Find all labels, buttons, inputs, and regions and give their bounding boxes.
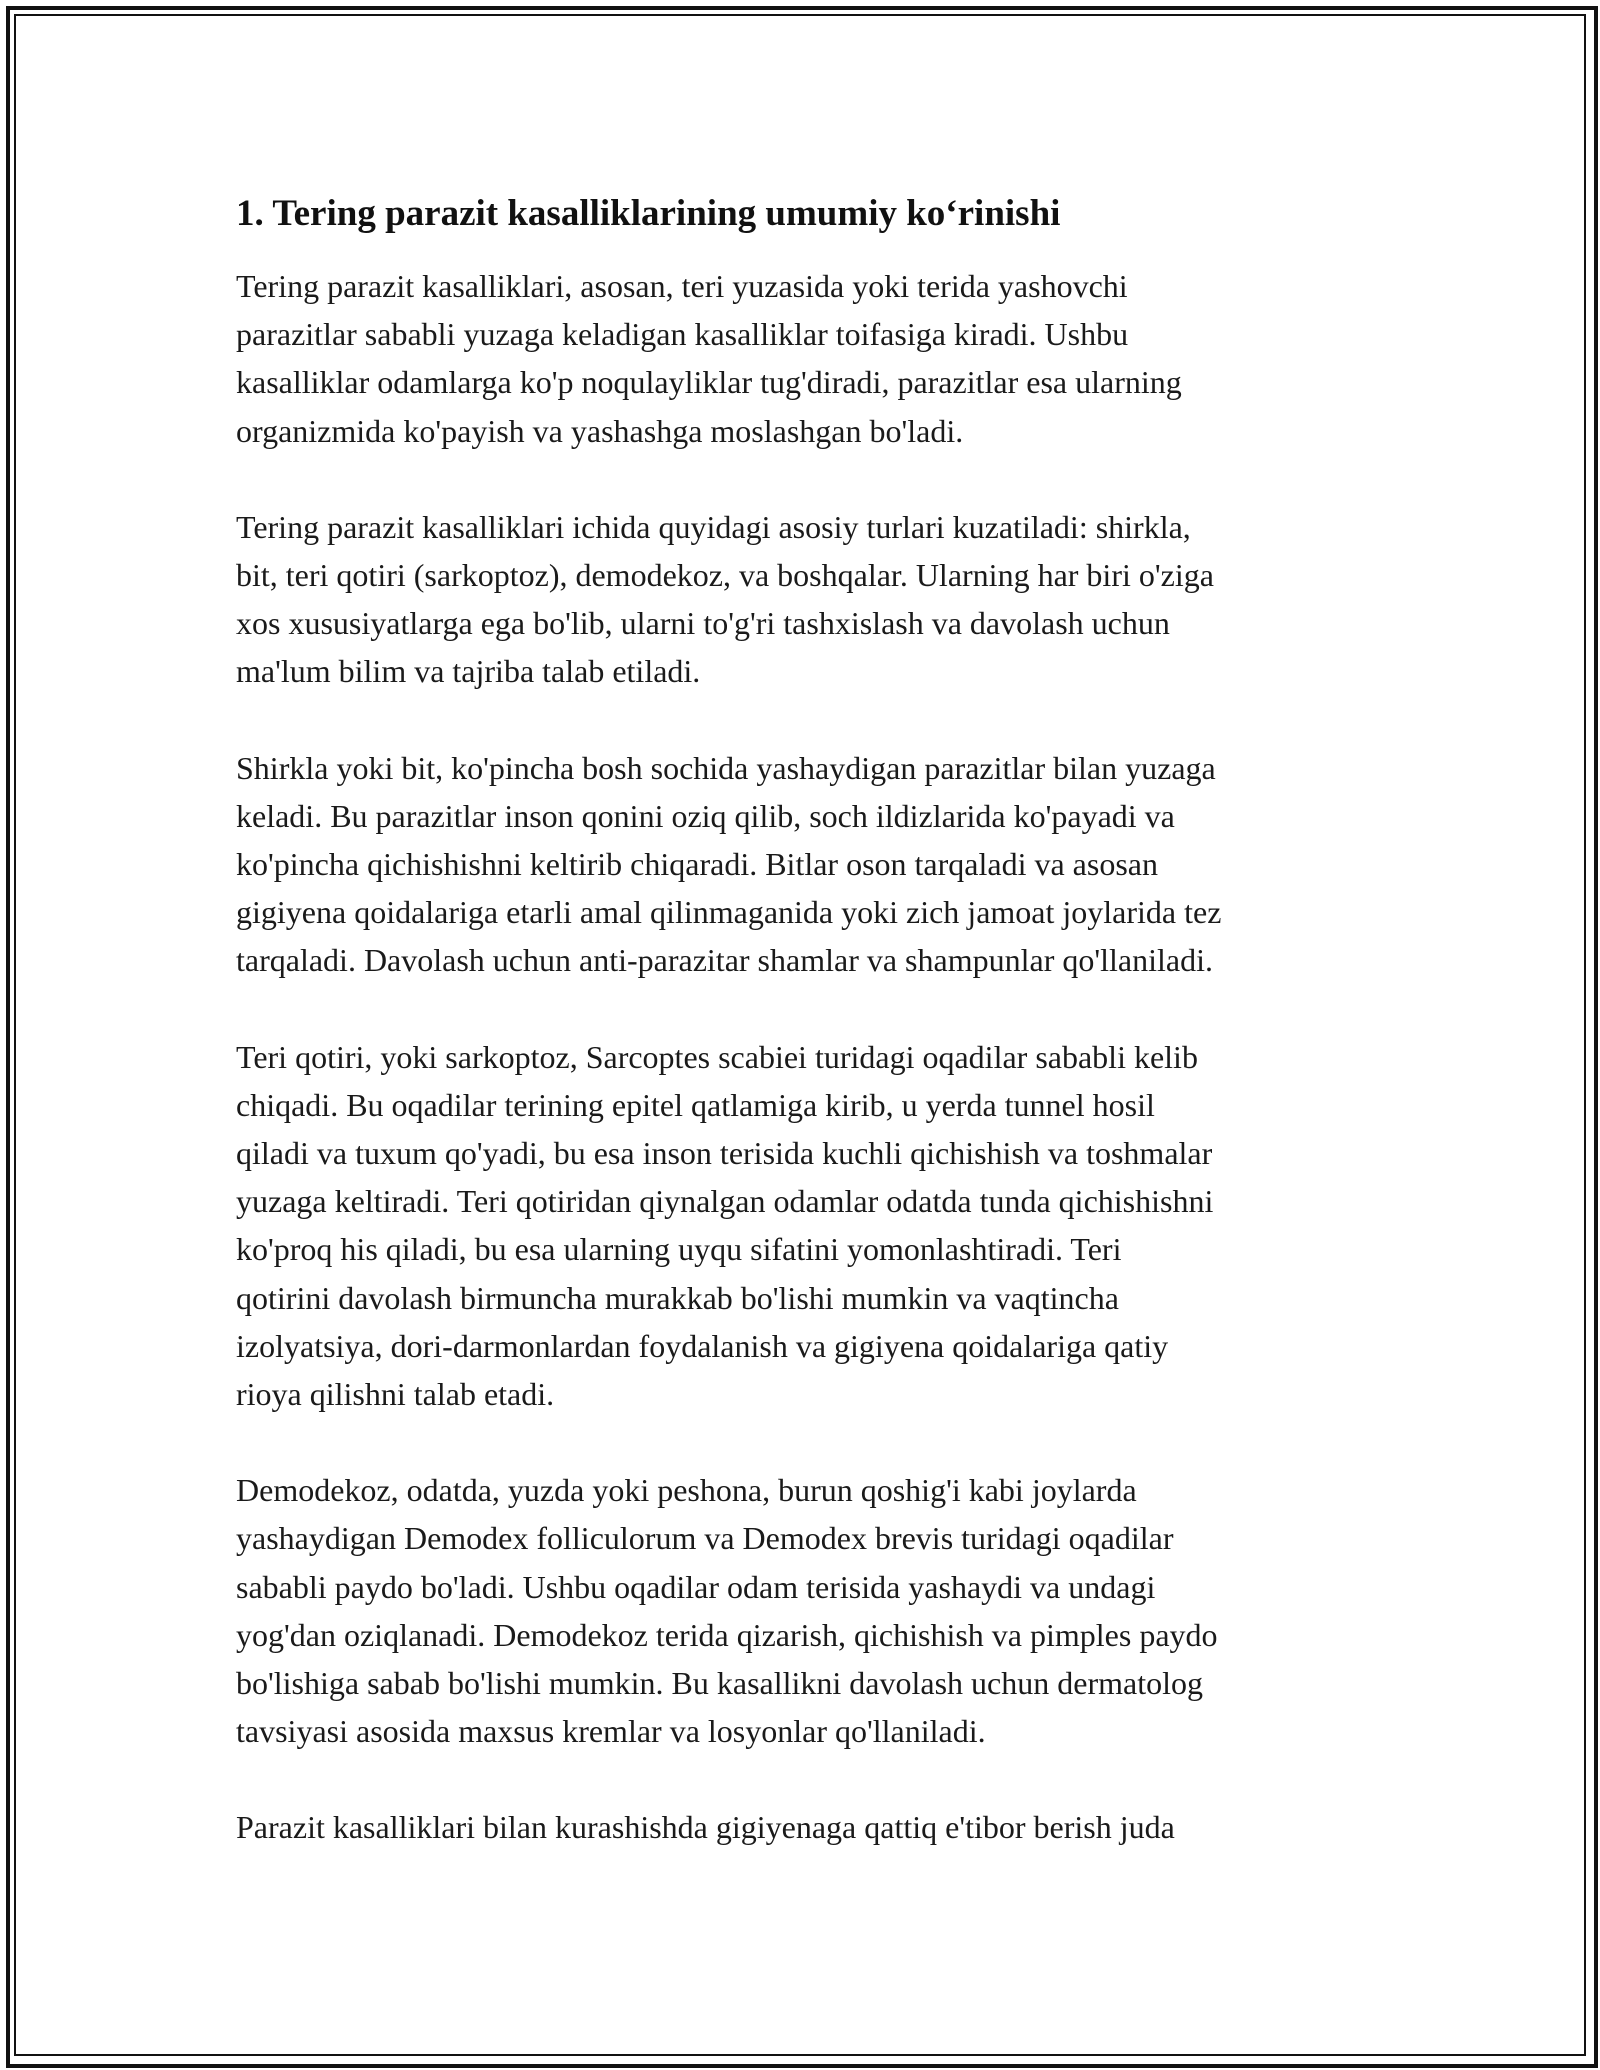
text-line: yuzaga keltiradi. Teri qotiridan qiynalgan odamlar odatda tunda qichishishni xyxy=(236,1183,1214,1220)
paragraph xyxy=(236,1033,1376,1419)
text-line: xos xususiyatlarga ega bo'lib, ularni to'g'ri tashxislash va davolash uchun xyxy=(236,605,1170,642)
text-line: ma'lum bilim va tajriba talab etiladi. xyxy=(236,653,701,690)
text-line: Demodekoz, odatda, yuzda yoki peshona, burun qoshig'i kabi joylarda xyxy=(236,1472,1137,1509)
text-line: Parazit kasalliklari bilan kurashishda gigiyenaga qattiq e'tibor berish juda xyxy=(236,1809,1175,1846)
text-line: Shirkla yoki bit, ko'pincha bosh sochida yashaydigan parazitlar bilan yuzaga xyxy=(236,749,1216,786)
text-line: Teri qotiri, yoki sarkoptoz, Sarcoptes scabiei turidagi oqadilar sababli kelib xyxy=(236,1038,1198,1075)
text-line: bo'lishiga sabab bo'lishi mumkin. Bu kasallikni davolash uchun dermatolog xyxy=(236,1665,1203,1702)
document-body xyxy=(236,262,1376,1852)
paragraph xyxy=(236,1803,1376,1851)
document-page xyxy=(236,188,1376,1852)
paragraph xyxy=(236,503,1376,696)
text-line: Tering parazit kasalliklari ichida quyidagi asosiy turlari kuzatiladi: shirkla, xyxy=(236,508,1191,545)
text-line: yog'dan oziqlanadi. Demodekoz terida qizarish, qichishish va pimples paydo xyxy=(236,1616,1218,1653)
text-line: qotirini davolash birmuncha murakkab bo'lishi mumkin va vaqtincha xyxy=(236,1279,1119,1316)
text-line: tavsiyasi asosida maxsus kremlar va losyonlar qo'llaniladi. xyxy=(236,1713,986,1750)
text-line: yashaydigan Demodex folliculorum va Demodex brevis turidagi oqadilar xyxy=(236,1520,1174,1557)
text-line: ko'pincha qichishishni keltirib chiqaradi. Bitlar oson tarqaladi va asosan xyxy=(236,846,1158,883)
text-line: organizmida ko'payish va yashashga moslashgan bo'ladi. xyxy=(236,412,964,449)
text-line: parazitlar sababli yuzaga keladigan kasalliklar toifasiga kiradi. Ushbu xyxy=(236,316,1129,353)
text-line: keladi. Bu parazitlar inson qonini oziq qilib, soch ildizlarida ko'payadi va xyxy=(236,797,1175,834)
paragraph xyxy=(236,744,1376,985)
section-title: 1. Tering parazit kasalliklarining umumiy ko‘rinishi xyxy=(236,193,1061,234)
text-line: izolyatsiya, dori-darmonlardan foydalanish va gigiyena qoidalariga qatiy xyxy=(236,1327,1169,1364)
text-line: chiqadi. Bu oqadilar terining epitel qatlamiga kirib, u yerda tunnel hosil xyxy=(236,1086,1155,1123)
text-line: rioya qilishni talab etadi. xyxy=(236,1376,555,1413)
text-line: gigiyena qoidalariga etarli amal qilinmaganida yoki zich jamoat joylarida tez xyxy=(236,894,1222,931)
text-line: sababli paydo bo'ladi. Ushbu oqadilar odam terisida yashaydi va undagi xyxy=(236,1568,1156,1605)
text-line: ko'proq his qiladi, bu esa ularning uyqu sifatini yomonlashtiradi. Teri xyxy=(236,1231,1122,1268)
text-line: tarqaladi. Davolash uchun anti-parazitar shamlar va shampunlar qo'llaniladi. xyxy=(236,942,1213,979)
paragraph xyxy=(236,262,1376,455)
text-line: kasalliklar odamlarga ko'p noqulayliklar tug'diradi, parazitlar esa ularning xyxy=(236,364,1182,401)
text-line: qiladi va tuxum qo'yadi, bu esa inson terisida kuchli qichishish va toshmalar xyxy=(236,1135,1213,1172)
paragraph xyxy=(236,1466,1376,1755)
text-line: bit, teri qotiri (sarkoptoz), demodekoz, va boshqalar. Ularning har biri o'ziga xyxy=(236,557,1214,594)
text-line: Tering parazit kasalliklari, asosan, teri yuzasida yoki terida yashovchi xyxy=(236,268,1128,304)
